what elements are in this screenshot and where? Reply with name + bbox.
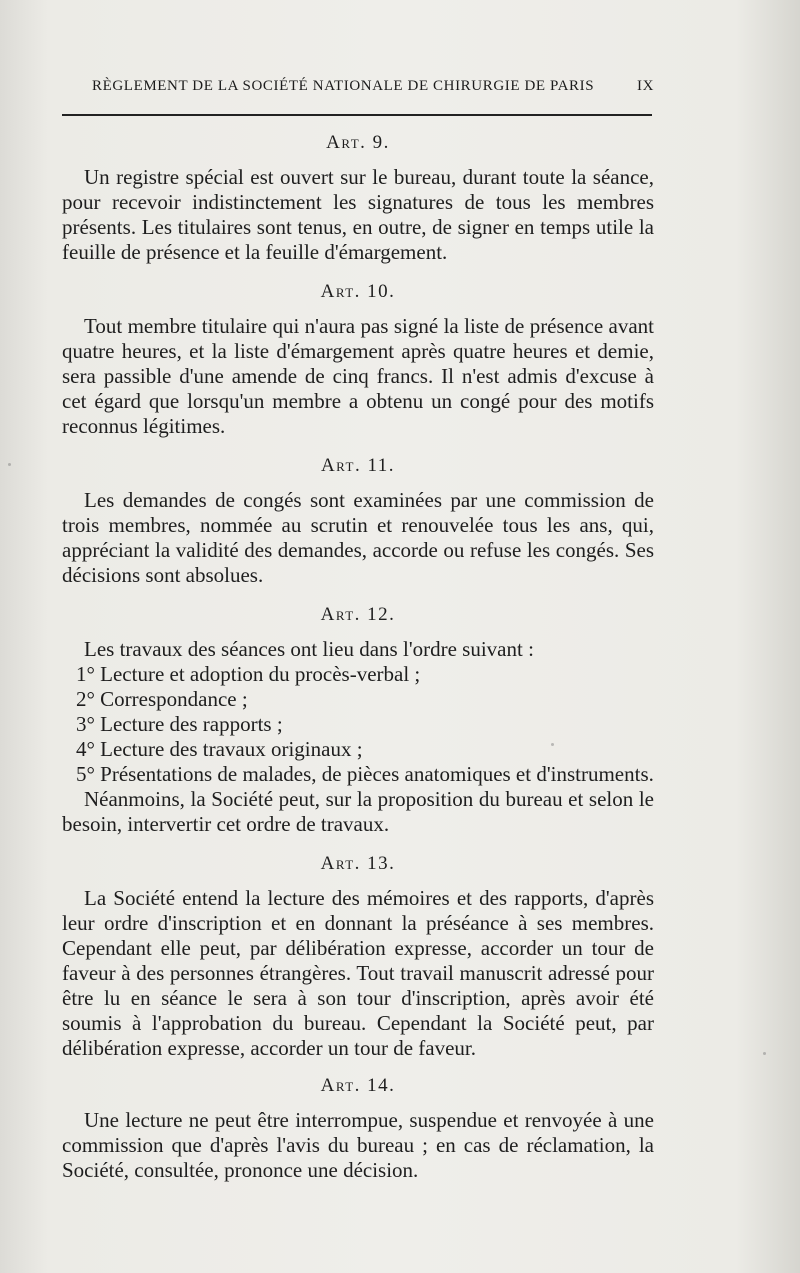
article-12-item-2: 2° Correspondance ; — [76, 687, 248, 711]
running-header — [92, 78, 654, 100]
article-14-text: Une lecture ne peut être interrompue, suspendue et renvoyée à une commission que d'après l'avis du bureau ; en cas de réclamation, la Société, consultée, prononce une décision. — [62, 1108, 654, 1182]
article-13-text: La Société entend la lecture des mémoires et des rapports, d'après leur ordre d'inscription et en donnant la préséance à ses membres. Cependant elle peut, par délibération expresse, accorder un tour de faveur à des personnes étrangères. Tout travail manuscrit adressé pour être lu en séance le sera à son tour d'inscription, après avoir été soumis à l'approbation du bureau. Cependant la Société peut, par délibération expresse, accorder un tour de faveur. — [62, 886, 654, 1060]
article-14-title: Art. 14. — [320, 1075, 396, 1096]
paper-speck — [8, 463, 11, 466]
article-12-item-3: 3° Lecture des rapports ; — [76, 712, 283, 736]
article-9-title: Art. 9. — [326, 132, 390, 153]
page-number: IX — [636, 78, 654, 94]
article-12-intro: Les travaux des séances ont lieu dans l'ordre suivant : — [84, 637, 534, 661]
paper-speck — [763, 1052, 766, 1055]
article-9-text: Un registre spécial est ouvert sur le bureau, durant toute la séance, pour recevoir indistinctement les signatures de tous les membres présents. Les titulaires sont tenus, en outre, de signer en temps utile la feuille de présence et la feuille d'émargement. — [62, 165, 654, 264]
article-10-text: Tout membre titulaire qui n'aura pas signé la liste de présence avant quatre heures, et la liste d'émargement après quatre heures et demie, sera passible d'une amende de cinq francs. Il n'est admis d'excuse à cet égard que lorsqu'un membre a obtenu un congé pour des motifs reconnus légitimes. — [62, 314, 654, 438]
paper-speck — [551, 743, 554, 746]
running-title: RÈGLEMENT DE LA SOCIÉTÉ NATIONALE DE CHIRURGIE DE PARIS — [92, 78, 595, 94]
article-12-title: Art. 12. — [320, 604, 396, 625]
article-11-title: Art. 11. — [320, 455, 396, 476]
article-12-item-5: 5° Présentations de malades, de pièces anatomiques et d'instruments. — [76, 762, 654, 786]
article-10-title: Art. 10. — [320, 281, 396, 302]
article-12-item-4: 4° Lecture des travaux originaux ; — [76, 737, 363, 761]
article-12-item-1: 1° Lecture et adoption du procès-verbal ; — [76, 662, 421, 686]
article-12-closing: Néanmoins, la Société peut, sur la proposition du bureau et selon le besoin, intervertir cet ordre de travaux. — [62, 787, 654, 836]
article-11-text: Les demandes de congés sont examinées par une commission de trois membres, nommée au scrutin et renouvelée tous les ans, qui, appréciant la validité des demandes, accorde ou refuse les congés. Ses décisions sont absolues. — [62, 488, 654, 587]
page-body — [62, 130, 654, 1183]
article-13-title: Art. 13. — [320, 853, 396, 874]
header-rule — [62, 114, 652, 116]
